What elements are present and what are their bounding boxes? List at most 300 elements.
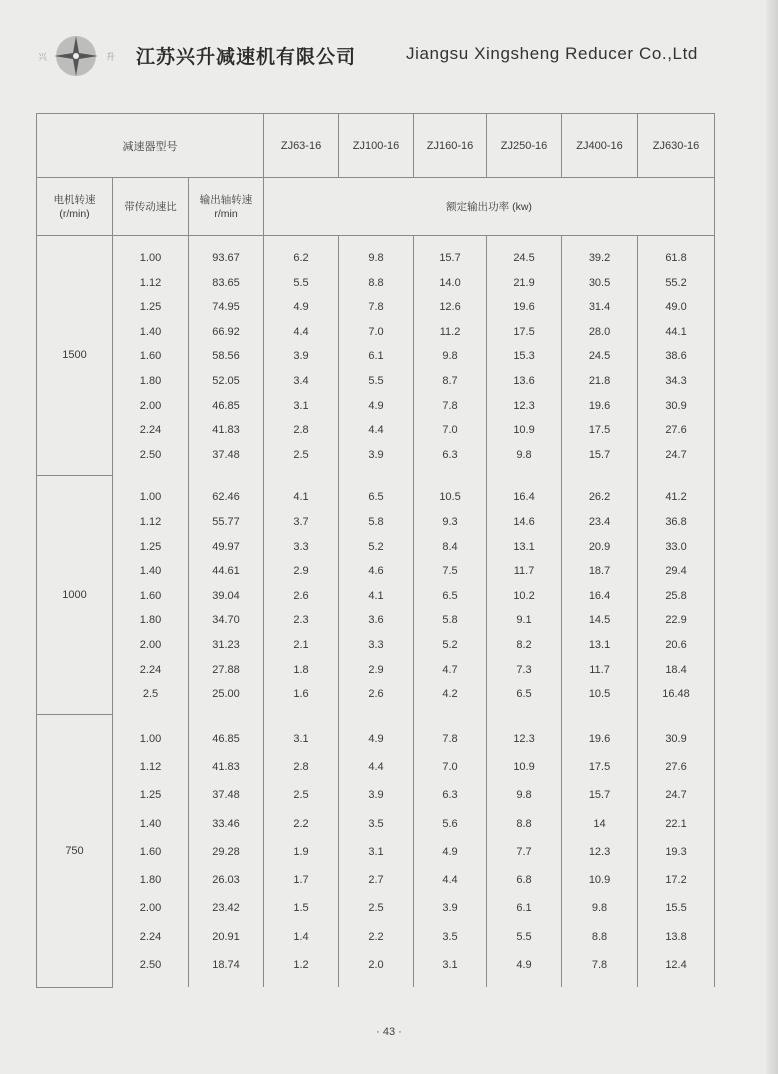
cell-value: 6.1 xyxy=(516,902,532,915)
power-cell xyxy=(414,715,487,753)
cell-value: 18.7 xyxy=(588,565,611,578)
power-cell xyxy=(264,838,339,866)
table-row xyxy=(37,608,715,633)
cell-value: 19.6 xyxy=(588,399,611,412)
cell-value: 9.8 xyxy=(591,902,608,915)
cell-value: 9.8 xyxy=(442,350,458,363)
power-label: 额定输出功率 (kw) xyxy=(264,178,715,236)
cell-value: 2.5 xyxy=(293,448,309,461)
motor-speed-cell: 750 xyxy=(37,715,113,988)
cell-value: 9.8 xyxy=(516,448,532,461)
power-cell xyxy=(264,608,339,633)
power-cell xyxy=(339,923,414,951)
belt-ratio-cell xyxy=(113,838,189,866)
cell-value: 3.3 xyxy=(293,540,309,553)
cell-value: 5.2 xyxy=(442,638,458,651)
cell-value: 28.0 xyxy=(588,325,611,338)
power-cell xyxy=(487,658,562,683)
power-cell xyxy=(562,810,638,838)
belt-ratio-cell xyxy=(113,344,189,369)
power-cell xyxy=(562,866,638,894)
cell-value: 4.7 xyxy=(442,663,458,676)
cell-value: 41.2 xyxy=(665,491,687,504)
cell-value: 7.0 xyxy=(442,424,458,437)
power-cell xyxy=(487,510,562,535)
power-cell xyxy=(638,838,715,866)
table-row xyxy=(37,753,715,781)
cell-value: 7.8 xyxy=(368,301,384,314)
cell-value: 27.88 xyxy=(212,663,240,676)
output-speed-cell xyxy=(189,894,264,922)
cell-value: 26.2 xyxy=(588,491,611,504)
cell-value: 14.5 xyxy=(588,614,611,627)
cell-value: 14.6 xyxy=(513,515,535,528)
cell-value: 3.5 xyxy=(442,930,458,943)
cell-value: 3.9 xyxy=(293,350,309,363)
cell-value: 61.8 xyxy=(665,252,687,264)
cell-value: 24.5 xyxy=(588,350,611,363)
cell-value: 16.48 xyxy=(662,688,690,701)
power-cell xyxy=(562,894,638,922)
power-cell xyxy=(339,344,414,369)
cell-value: 31.4 xyxy=(588,301,611,314)
power-cell xyxy=(414,923,487,951)
cell-value: 1.8 xyxy=(293,663,309,676)
table-row xyxy=(37,271,715,296)
cell-value: 37.48 xyxy=(212,789,240,802)
power-cell xyxy=(414,658,487,683)
cell-value: 33.46 xyxy=(212,817,240,830)
cell-value: 1.6 xyxy=(293,688,309,701)
cell-value: 3.4 xyxy=(293,374,309,387)
cell-value: 44.61 xyxy=(212,565,240,578)
power-cell xyxy=(487,535,562,560)
power-cell xyxy=(487,608,562,633)
table-row xyxy=(37,344,715,369)
table-row xyxy=(37,951,715,987)
power-cell xyxy=(562,344,638,369)
power-cell xyxy=(414,510,487,535)
cell-value: 46.85 xyxy=(212,399,240,412)
table-row xyxy=(37,894,715,922)
power-cell xyxy=(414,682,487,715)
cell-value: 3.1 xyxy=(293,732,309,745)
power-cell xyxy=(487,781,562,809)
cell-value: 2.0 xyxy=(368,959,384,972)
model-header: ZJ160-16 xyxy=(414,114,487,178)
cell-value: 4.4 xyxy=(442,874,458,887)
cell-value: 15.7 xyxy=(588,448,611,461)
cell-value: 5.8 xyxy=(442,614,458,627)
output-speed-cell xyxy=(189,236,264,271)
power-cell xyxy=(339,608,414,633)
power-cell xyxy=(339,781,414,809)
company-logo xyxy=(52,34,100,78)
power-cell xyxy=(487,295,562,320)
cell-value: 8.8 xyxy=(368,276,384,289)
company-name-cn: 江苏兴升减速机有限公司 xyxy=(136,46,357,68)
power-cell xyxy=(414,320,487,345)
power-cell xyxy=(339,394,414,419)
output-speed-cell xyxy=(189,320,264,345)
power-cell xyxy=(264,753,339,781)
power-cell xyxy=(339,715,414,753)
belt-ratio-cell xyxy=(113,369,189,394)
power-cell xyxy=(638,781,715,809)
cell-value: 17.5 xyxy=(588,760,611,773)
table-row xyxy=(37,236,715,271)
cell-value: 1.25 xyxy=(139,540,162,553)
cell-value: 4.9 xyxy=(442,845,458,858)
cell-value: 6.8 xyxy=(516,874,532,887)
motor-speed-label: 电机转速 (r/min) xyxy=(37,178,113,236)
output-speed-cell xyxy=(189,633,264,658)
cell-value: 7.8 xyxy=(591,959,608,972)
power-cell xyxy=(414,781,487,809)
output-speed-cell xyxy=(189,608,264,633)
power-cell xyxy=(562,418,638,443)
power-cell xyxy=(339,682,414,715)
cell-value: 9.8 xyxy=(516,789,532,802)
cell-value: 12.6 xyxy=(439,301,461,314)
output-speed-label: 输出轴转速 r/min xyxy=(189,178,264,236)
power-cell xyxy=(339,753,414,781)
table-row xyxy=(37,559,715,584)
table-row xyxy=(37,923,715,951)
cell-value: 6.3 xyxy=(442,789,458,802)
power-cell xyxy=(339,475,414,510)
belt-ratio-cell xyxy=(113,810,189,838)
output-speed-cell xyxy=(189,510,264,535)
table-row xyxy=(37,475,715,510)
cell-value: 4.4 xyxy=(368,424,384,437)
power-cell xyxy=(264,236,339,271)
cell-value: 7.5 xyxy=(442,565,458,578)
power-cell xyxy=(264,475,339,510)
cell-value: 8.8 xyxy=(516,817,532,830)
cell-value: 6.1 xyxy=(368,350,384,363)
cell-value: 5.6 xyxy=(442,817,458,830)
cell-value: 1.5 xyxy=(293,902,309,915)
cell-value: 21.8 xyxy=(588,374,611,387)
cell-value: 3.1 xyxy=(442,959,458,972)
power-cell xyxy=(264,394,339,419)
power-cell xyxy=(264,715,339,753)
cell-value: 1.60 xyxy=(139,589,162,602)
table-row xyxy=(37,535,715,560)
cell-value: 10.9 xyxy=(513,424,535,437)
cell-value: 17.2 xyxy=(665,874,687,887)
cell-value: 2.24 xyxy=(139,663,162,676)
cell-value: 1.25 xyxy=(139,789,162,802)
power-cell xyxy=(339,236,414,271)
belt-ratio-cell xyxy=(113,682,189,715)
cell-value: 21.9 xyxy=(513,276,535,289)
model-header: ZJ400-16 xyxy=(562,114,638,178)
power-cell xyxy=(562,584,638,609)
power-cell xyxy=(638,236,715,271)
power-cell xyxy=(339,295,414,320)
table-row xyxy=(37,369,715,394)
cell-value: 2.9 xyxy=(293,565,309,578)
table-row xyxy=(37,443,715,476)
cell-value: 4.2 xyxy=(442,688,458,701)
cell-value: 24.7 xyxy=(665,448,687,461)
power-cell xyxy=(264,584,339,609)
page-header xyxy=(0,28,778,84)
cell-value: 1.4 xyxy=(293,930,309,943)
cell-value: 13.1 xyxy=(513,540,535,553)
power-cell xyxy=(264,866,339,894)
power-cell xyxy=(264,443,339,476)
cell-value: 8.8 xyxy=(591,930,608,943)
cell-value: 3.9 xyxy=(368,448,384,461)
power-cell xyxy=(562,951,638,987)
cell-value: 15.5 xyxy=(665,902,687,915)
cell-value: 7.7 xyxy=(516,845,532,858)
power-cell xyxy=(638,510,715,535)
power-cell xyxy=(562,369,638,394)
power-cell xyxy=(339,510,414,535)
cell-value: 7.0 xyxy=(368,325,384,338)
output-speed-cell xyxy=(189,418,264,443)
power-cell xyxy=(264,344,339,369)
cell-value: 2.00 xyxy=(139,399,162,412)
cell-value: 13.6 xyxy=(513,374,535,387)
cell-value: 31.23 xyxy=(212,638,240,651)
belt-ratio-cell xyxy=(113,271,189,296)
power-cell xyxy=(264,923,339,951)
power-cell xyxy=(562,715,638,753)
table-row xyxy=(37,418,715,443)
power-cell xyxy=(487,584,562,609)
power-cell xyxy=(414,344,487,369)
cell-value: 16.4 xyxy=(513,491,535,504)
cell-value: 1.60 xyxy=(139,845,162,858)
table-row xyxy=(37,320,715,345)
output-speed-cell xyxy=(189,682,264,715)
cell-value: 1.00 xyxy=(139,491,162,504)
cell-value: 2.00 xyxy=(139,638,162,651)
cell-value: 4.9 xyxy=(293,301,309,314)
cell-value: 2.8 xyxy=(293,424,309,437)
power-cell xyxy=(487,559,562,584)
power-cell xyxy=(264,369,339,394)
cell-value: 11.2 xyxy=(439,325,461,338)
output-speed-cell xyxy=(189,271,264,296)
cell-value: 30.5 xyxy=(588,276,611,289)
power-cell xyxy=(414,608,487,633)
cell-value: 24.5 xyxy=(513,252,535,264)
cell-value: 1.40 xyxy=(139,817,162,830)
cell-value: 1.9 xyxy=(293,845,309,858)
power-cell xyxy=(414,633,487,658)
power-cell xyxy=(339,633,414,658)
cell-value: 7.8 xyxy=(442,732,458,745)
cell-value: 4.9 xyxy=(516,959,532,972)
cell-value: 23.42 xyxy=(212,902,240,915)
power-cell xyxy=(638,923,715,951)
cell-value: 14.0 xyxy=(439,276,461,289)
cell-value: 29.4 xyxy=(665,565,687,578)
cell-value: 1.12 xyxy=(139,515,162,528)
cell-value: 8.7 xyxy=(442,374,458,387)
power-cell xyxy=(487,923,562,951)
cell-value: 2.50 xyxy=(139,959,162,972)
output-speed-cell xyxy=(189,584,264,609)
power-cell xyxy=(638,633,715,658)
cell-value: 55.2 xyxy=(665,276,687,289)
power-cell xyxy=(562,753,638,781)
power-cell xyxy=(562,510,638,535)
table-row xyxy=(37,810,715,838)
output-speed-cell xyxy=(189,715,264,753)
cell-value: 49.0 xyxy=(665,301,687,314)
belt-ratio-cell xyxy=(113,394,189,419)
cell-value: 9.8 xyxy=(368,252,384,264)
belt-ratio-cell xyxy=(113,584,189,609)
output-speed-cell xyxy=(189,443,264,476)
cell-value: 1.2 xyxy=(293,959,309,972)
table-row xyxy=(37,682,715,715)
cell-value: 9.3 xyxy=(442,515,458,528)
table-row xyxy=(37,633,715,658)
power-cell xyxy=(414,418,487,443)
power-cell xyxy=(638,271,715,296)
model-header: ZJ250-16 xyxy=(487,114,562,178)
power-cell xyxy=(487,344,562,369)
page-number: · 43 · xyxy=(376,1026,402,1038)
cell-value: 9.1 xyxy=(516,614,532,627)
cell-value: 93.67 xyxy=(212,252,240,264)
cell-value: 20.91 xyxy=(212,930,240,943)
cell-value: 1.40 xyxy=(139,565,162,578)
power-cell xyxy=(339,810,414,838)
motor-speed-group xyxy=(37,236,715,476)
power-cell xyxy=(264,320,339,345)
cell-value: 2.2 xyxy=(368,930,384,943)
power-cell xyxy=(638,344,715,369)
cell-value: 19.6 xyxy=(513,301,535,314)
power-cell xyxy=(638,295,715,320)
cell-value: 1.80 xyxy=(139,614,162,627)
cell-value: 19.6 xyxy=(588,732,611,745)
power-cell xyxy=(414,584,487,609)
cell-value: 44.1 xyxy=(665,325,687,338)
cell-value: 4.4 xyxy=(293,325,309,338)
belt-ratio-cell xyxy=(113,320,189,345)
power-cell xyxy=(414,271,487,296)
cell-value: 7.8 xyxy=(442,399,458,412)
cell-value: 1.60 xyxy=(139,350,162,363)
belt-ratio-cell xyxy=(113,658,189,683)
cell-value: 3.3 xyxy=(368,638,384,651)
power-cell xyxy=(264,559,339,584)
cell-value: 3.6 xyxy=(368,614,384,627)
cell-value: 4.1 xyxy=(368,589,384,602)
belt-ratio-cell xyxy=(113,608,189,633)
page-edge xyxy=(766,0,778,1074)
cell-value: 2.5 xyxy=(368,902,384,915)
cell-value: 4.9 xyxy=(368,399,384,412)
power-cell xyxy=(562,608,638,633)
cell-value: 11.7 xyxy=(513,565,535,578)
cell-value: 2.8 xyxy=(293,760,309,773)
cell-value: 3.9 xyxy=(368,789,384,802)
power-cell xyxy=(638,866,715,894)
power-cell xyxy=(414,894,487,922)
cell-value: 10.9 xyxy=(588,874,611,887)
power-cell xyxy=(487,866,562,894)
cell-value: 2.00 xyxy=(139,902,162,915)
belt-ratio-cell xyxy=(113,894,189,922)
power-cell xyxy=(414,559,487,584)
cell-value: 11.7 xyxy=(589,663,610,676)
table-row xyxy=(37,838,715,866)
company-name-en: Jiangsu Xingsheng Reducer Co.,Ltd xyxy=(406,44,698,63)
power-cell xyxy=(414,443,487,476)
power-cell xyxy=(339,894,414,922)
output-speed-cell xyxy=(189,781,264,809)
power-cell xyxy=(638,658,715,683)
cell-value: 41.83 xyxy=(212,760,240,773)
cell-value: 39.2 xyxy=(588,252,611,264)
motor-speed-cell: 1000 xyxy=(37,475,113,714)
cell-value: 38.6 xyxy=(665,350,687,363)
power-cell xyxy=(264,418,339,443)
power-cell xyxy=(339,320,414,345)
cell-value: 1.12 xyxy=(139,760,162,773)
power-cell xyxy=(487,369,562,394)
star-compass-icon xyxy=(52,34,100,78)
belt-ratio-cell xyxy=(113,633,189,658)
table-row xyxy=(37,394,715,419)
cell-value: 10.5 xyxy=(588,688,611,701)
cell-value: 15.7 xyxy=(588,789,611,802)
power-cell xyxy=(414,866,487,894)
power-cell xyxy=(414,838,487,866)
cell-value: 2.24 xyxy=(139,424,162,437)
cell-value: 66.92 xyxy=(212,325,240,338)
cell-value: 39.04 xyxy=(212,589,240,602)
cell-value: 8.4 xyxy=(442,540,458,553)
power-cell xyxy=(339,951,414,987)
cell-value: 4.1 xyxy=(293,491,309,504)
power-cell xyxy=(638,894,715,922)
cell-value: 29.28 xyxy=(212,845,240,858)
cell-value: 1.40 xyxy=(139,325,162,338)
cell-value: 3.5 xyxy=(368,817,384,830)
cell-value: 12.3 xyxy=(588,845,611,858)
cell-value: 10.5 xyxy=(439,491,461,504)
cell-value: 2.24 xyxy=(139,930,162,943)
cell-value: 62.46 xyxy=(212,491,240,504)
cell-value: 18.74 xyxy=(212,959,240,972)
cell-value: 36.8 xyxy=(665,515,687,528)
cell-value: 3.1 xyxy=(368,845,384,858)
power-cell xyxy=(638,584,715,609)
cell-value: 14 xyxy=(593,817,606,830)
belt-ratio-cell xyxy=(113,715,189,753)
power-cell xyxy=(339,535,414,560)
power-cell xyxy=(264,682,339,715)
power-cell xyxy=(487,633,562,658)
output-speed-cell xyxy=(189,866,264,894)
power-cell xyxy=(638,369,715,394)
cell-value: 1.25 xyxy=(139,301,162,314)
cell-value: 12.4 xyxy=(665,959,687,972)
power-cell xyxy=(638,608,715,633)
